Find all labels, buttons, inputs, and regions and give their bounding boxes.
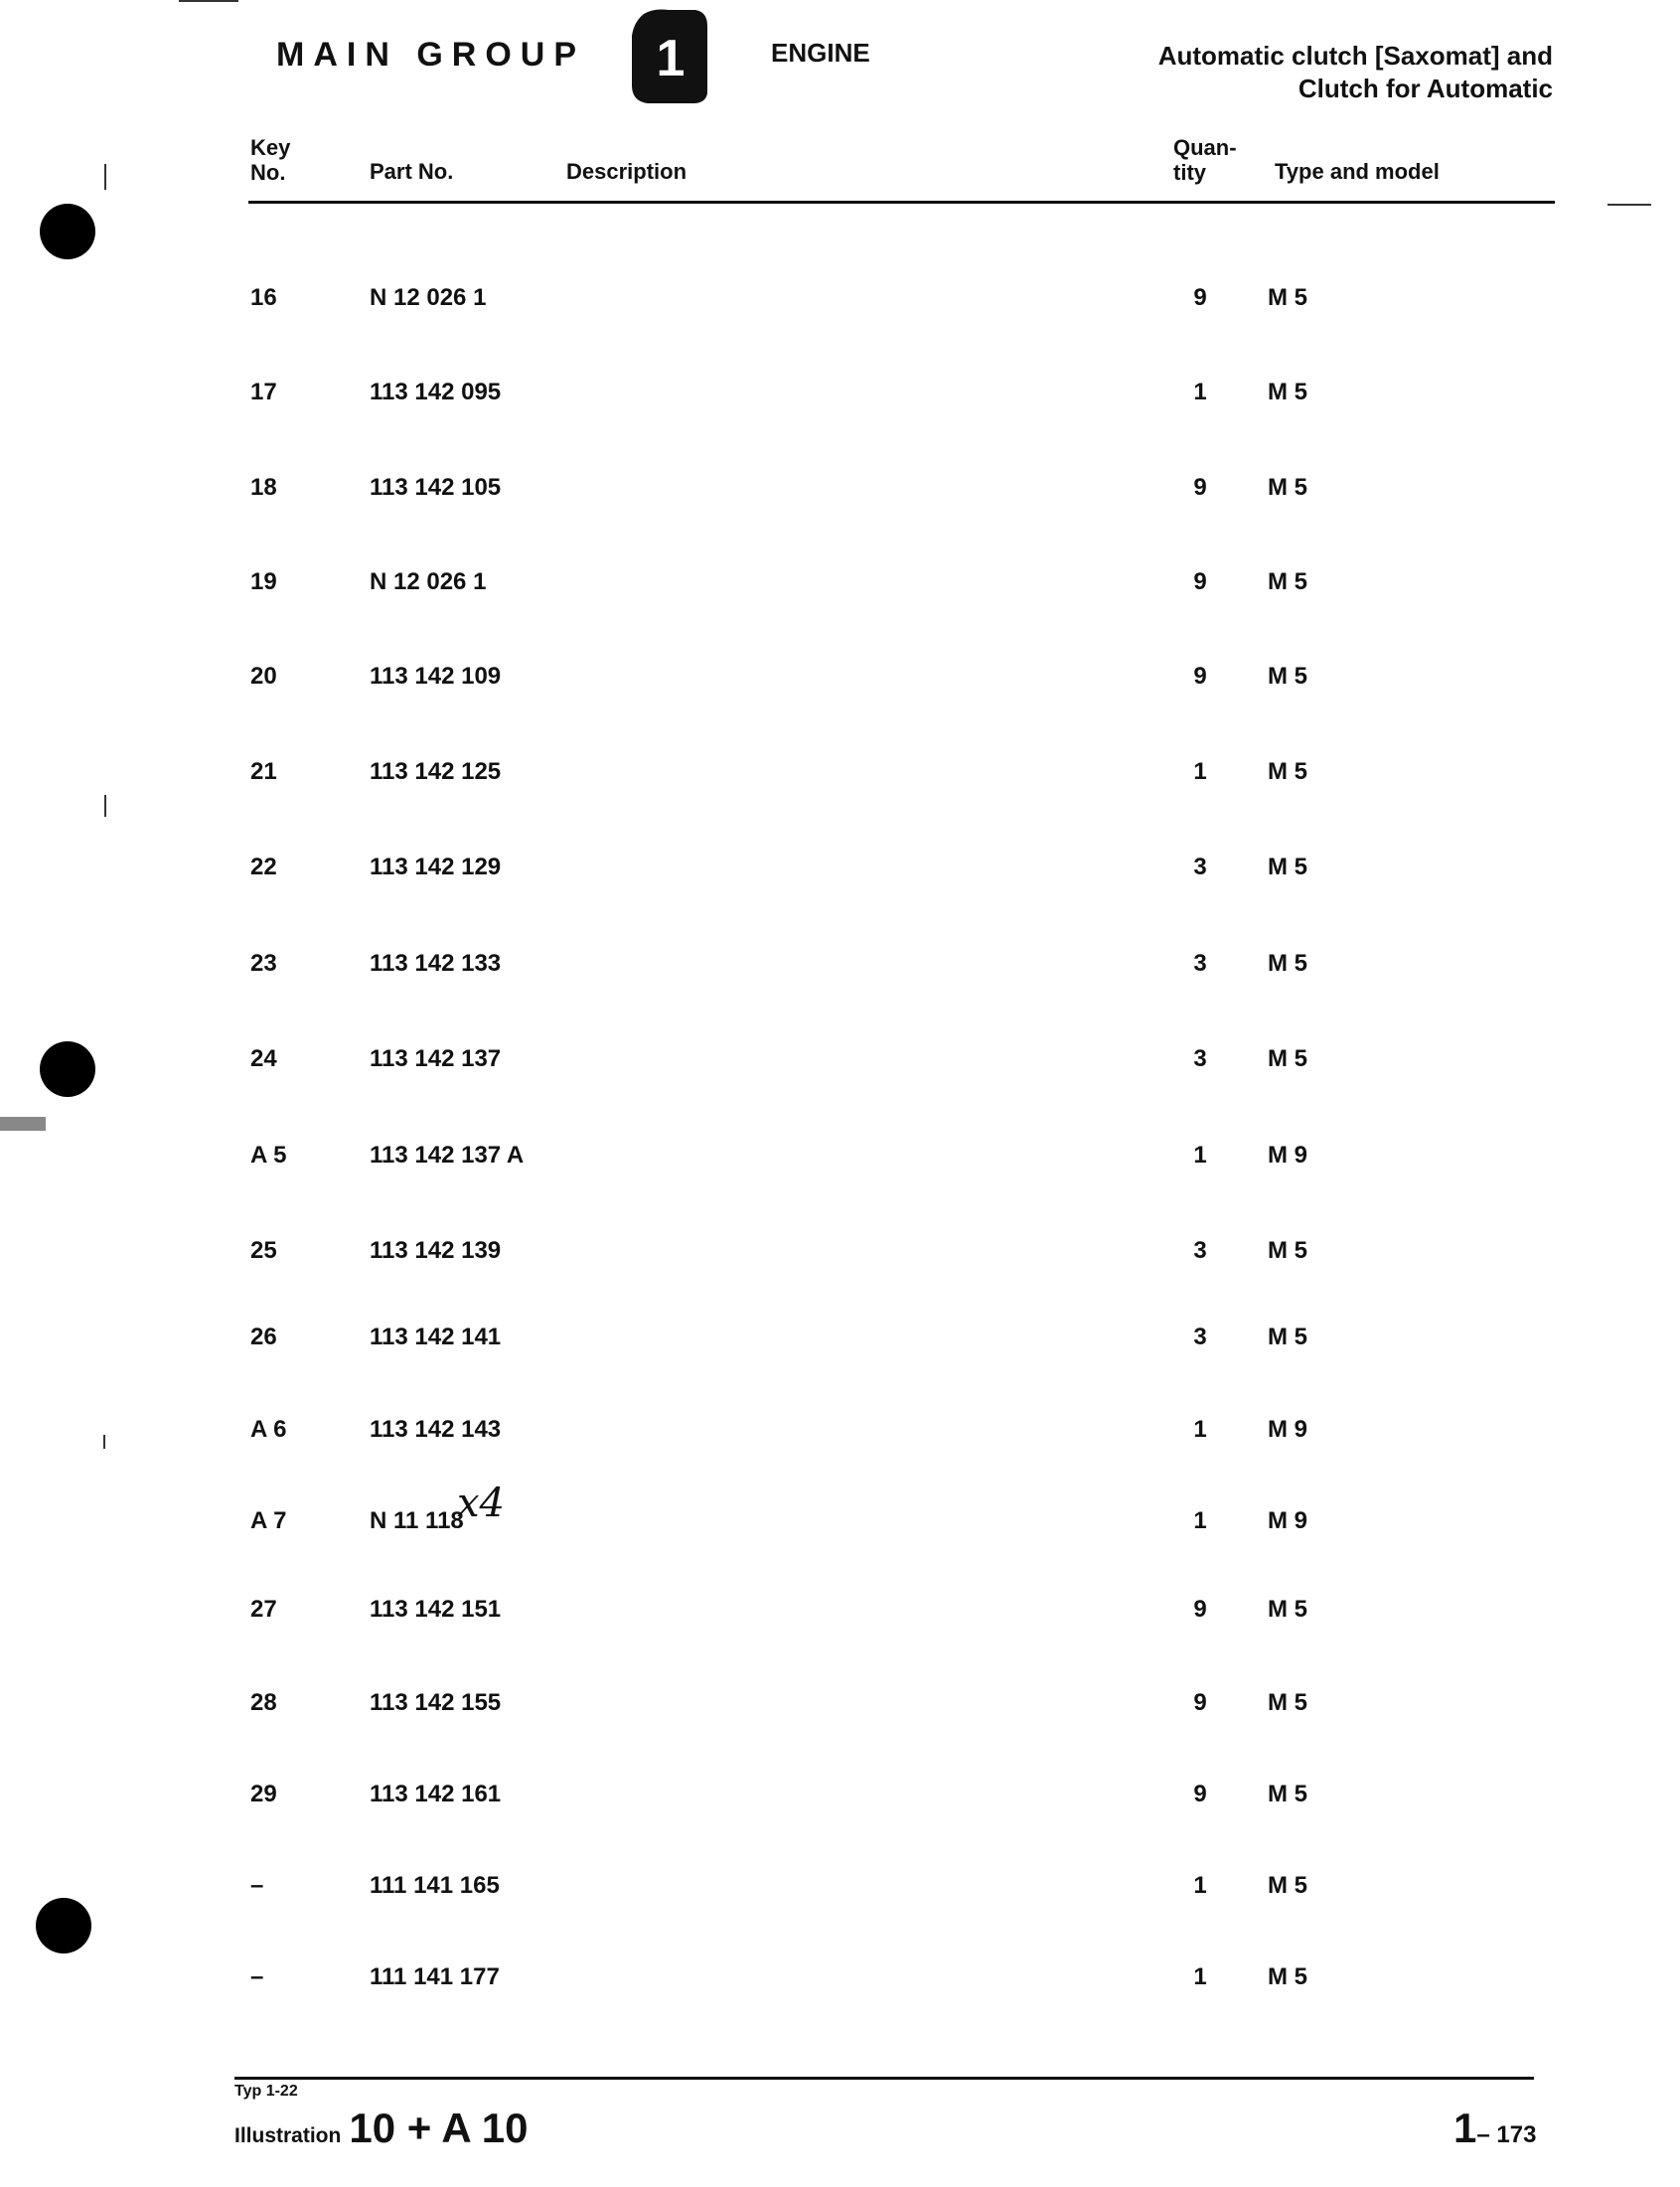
- part-number: 113 142 105: [370, 474, 502, 501]
- column-header-type: Type and model: [1275, 159, 1440, 184]
- key-number: 19: [250, 568, 277, 595]
- column-header-quantity-line-2: tity: [1173, 160, 1206, 185]
- type-model: M 5: [1268, 1045, 1308, 1072]
- part-number: 113 142 139: [370, 1237, 502, 1264]
- quantity: 1: [1193, 1416, 1207, 1443]
- key-number: 20: [250, 663, 277, 690]
- quantity: 3: [1193, 950, 1207, 977]
- table-row: [0, 379, 1680, 412]
- table-row: [0, 284, 1680, 318]
- column-header-part: Part No.: [370, 159, 454, 184]
- part-number: 113 142 129: [370, 854, 502, 880]
- column-header-key-line-2: No.: [250, 160, 286, 185]
- page-number-sub: – 173: [1476, 2121, 1537, 2148]
- table-row: [0, 1324, 1680, 1357]
- key-number: –: [250, 1872, 264, 1899]
- table-row: [0, 854, 1680, 887]
- quantity: 1: [1193, 1507, 1207, 1534]
- table-row: [0, 1781, 1680, 1814]
- page-title-line-2: Clutch for Automatic: [1298, 74, 1553, 103]
- scan-speck: [103, 1435, 105, 1449]
- handwritten-annotation: x4: [457, 1481, 506, 1526]
- quantity: 9: [1193, 474, 1207, 501]
- table-row: [0, 1872, 1680, 1906]
- type-model: M 5: [1268, 854, 1308, 880]
- quantity: 1: [1193, 1963, 1207, 1990]
- table-row: [0, 474, 1680, 508]
- type-model: M 5: [1268, 950, 1308, 977]
- key-number: 16: [250, 284, 277, 311]
- table-row: [0, 950, 1680, 984]
- part-number: 113 142 137 A: [370, 1142, 525, 1169]
- table-row: [0, 1689, 1680, 1723]
- main-group-label: MAIN GROUP: [276, 36, 585, 74]
- scan-speck: [104, 164, 106, 190]
- key-number: 28: [250, 1689, 277, 1716]
- part-number: 113 142 133: [370, 950, 502, 977]
- table-row: [0, 1596, 1680, 1630]
- key-number: 26: [250, 1324, 277, 1350]
- table-row: [0, 1963, 1680, 1997]
- table-row: [0, 1416, 1680, 1450]
- page-title-line-1: Automatic clutch [Saxomat] and: [1157, 41, 1553, 71]
- key-number: –: [250, 1963, 264, 1990]
- quantity: 9: [1193, 568, 1207, 595]
- key-number: A 7: [250, 1507, 287, 1534]
- punch-hole: [40, 204, 95, 259]
- quantity: 1: [1193, 1142, 1207, 1169]
- key-number: A 6: [250, 1416, 287, 1443]
- quantity: 9: [1193, 1689, 1207, 1716]
- quantity: 1: [1193, 1872, 1207, 1899]
- quantity: 1: [1193, 758, 1207, 785]
- section-label: ENGINE: [771, 38, 870, 68]
- type-model: M 5: [1268, 1781, 1308, 1807]
- table-row: [0, 663, 1680, 697]
- part-number: 111 141 165: [370, 1872, 500, 1899]
- type-label: Typ 1-22: [234, 2083, 298, 2100]
- quantity: 9: [1193, 284, 1207, 311]
- illustration-label: Illustration: [234, 2124, 342, 2147]
- part-number: 113 142 125: [370, 758, 502, 785]
- quantity: 3: [1193, 1045, 1207, 1072]
- part-number: 113 142 155: [370, 1689, 502, 1716]
- type-model: M 5: [1268, 758, 1308, 785]
- key-number: 21: [250, 758, 277, 785]
- quantity: 9: [1193, 1596, 1207, 1623]
- key-number: 24: [250, 1045, 277, 1072]
- punch-hole: [40, 1041, 95, 1097]
- part-number: N 11 118: [370, 1507, 464, 1534]
- part-number: 113 142 095: [370, 379, 502, 405]
- quantity: 9: [1193, 663, 1207, 690]
- part-number: N 12 026 1: [370, 568, 487, 595]
- page-number: [1453, 2105, 1536, 2152]
- part-number: 113 142 151: [370, 1596, 502, 1623]
- scan-speck: [104, 795, 106, 817]
- quantity: 3: [1193, 1237, 1207, 1264]
- footer-rule: [234, 2077, 1534, 2080]
- header-rule: [248, 201, 1555, 204]
- type-model: M 5: [1268, 1963, 1308, 1990]
- part-number: 111 141 177: [370, 1963, 500, 1990]
- key-number: 23: [250, 950, 277, 977]
- type-model: M 5: [1268, 663, 1308, 690]
- page-title: [1036, 40, 1553, 105]
- column-header-key-line-1: Key: [250, 135, 291, 160]
- scan-smudge: [0, 1117, 46, 1131]
- punch-hole: [36, 1898, 91, 1953]
- part-number: 113 142 141: [370, 1324, 502, 1350]
- type-model: M 9: [1268, 1507, 1308, 1534]
- type-model: M 5: [1268, 1689, 1308, 1716]
- key-number: 29: [250, 1781, 277, 1807]
- type-model: M 5: [1268, 1872, 1308, 1899]
- illustration-value: 10 + A 10: [349, 2105, 529, 2151]
- part-number: N 12 026 1: [370, 284, 487, 311]
- table-row: [0, 1045, 1680, 1079]
- table-row: [0, 568, 1680, 602]
- scan-speck: [1607, 204, 1651, 206]
- type-model: M 5: [1268, 568, 1308, 595]
- type-model: M 9: [1268, 1142, 1308, 1169]
- quantity: 3: [1193, 1324, 1207, 1350]
- key-number: A 5: [250, 1142, 287, 1169]
- quantity: 3: [1193, 854, 1207, 880]
- quantity: 1: [1193, 379, 1207, 405]
- key-number: 17: [250, 379, 277, 405]
- column-header-key: [250, 135, 290, 185]
- column-header-quantity-line-1: Quan-: [1173, 135, 1237, 160]
- type-model: M 5: [1268, 1324, 1308, 1350]
- table-row: [0, 1237, 1680, 1271]
- part-number: 113 142 137: [370, 1045, 502, 1072]
- part-number: 113 142 143: [370, 1416, 502, 1443]
- group-number-badge: [624, 6, 713, 105]
- illustration-reference: [234, 2105, 529, 2152]
- key-number: 27: [250, 1596, 277, 1623]
- type-model: M 5: [1268, 379, 1308, 405]
- table-row: [0, 1142, 1680, 1175]
- column-header-quantity: [1173, 135, 1237, 185]
- page-number-main: 1: [1453, 2105, 1477, 2151]
- key-number: 18: [250, 474, 277, 501]
- group-number: 1: [656, 30, 686, 87]
- type-model: M 5: [1268, 284, 1308, 311]
- scan-speck: [179, 0, 238, 2]
- type-model: M 5: [1268, 1596, 1308, 1623]
- quantity: 9: [1193, 1781, 1207, 1807]
- key-number: 25: [250, 1237, 277, 1264]
- part-number: 113 142 161: [370, 1781, 502, 1807]
- type-model: M 5: [1268, 1237, 1308, 1264]
- key-number: 22: [250, 854, 277, 880]
- type-model: M 5: [1268, 474, 1308, 501]
- part-number: 113 142 109: [370, 663, 502, 690]
- column-header-description: Description: [566, 159, 687, 184]
- table-row: [0, 1507, 1680, 1541]
- table-row: [0, 758, 1680, 792]
- type-model: M 9: [1268, 1416, 1308, 1443]
